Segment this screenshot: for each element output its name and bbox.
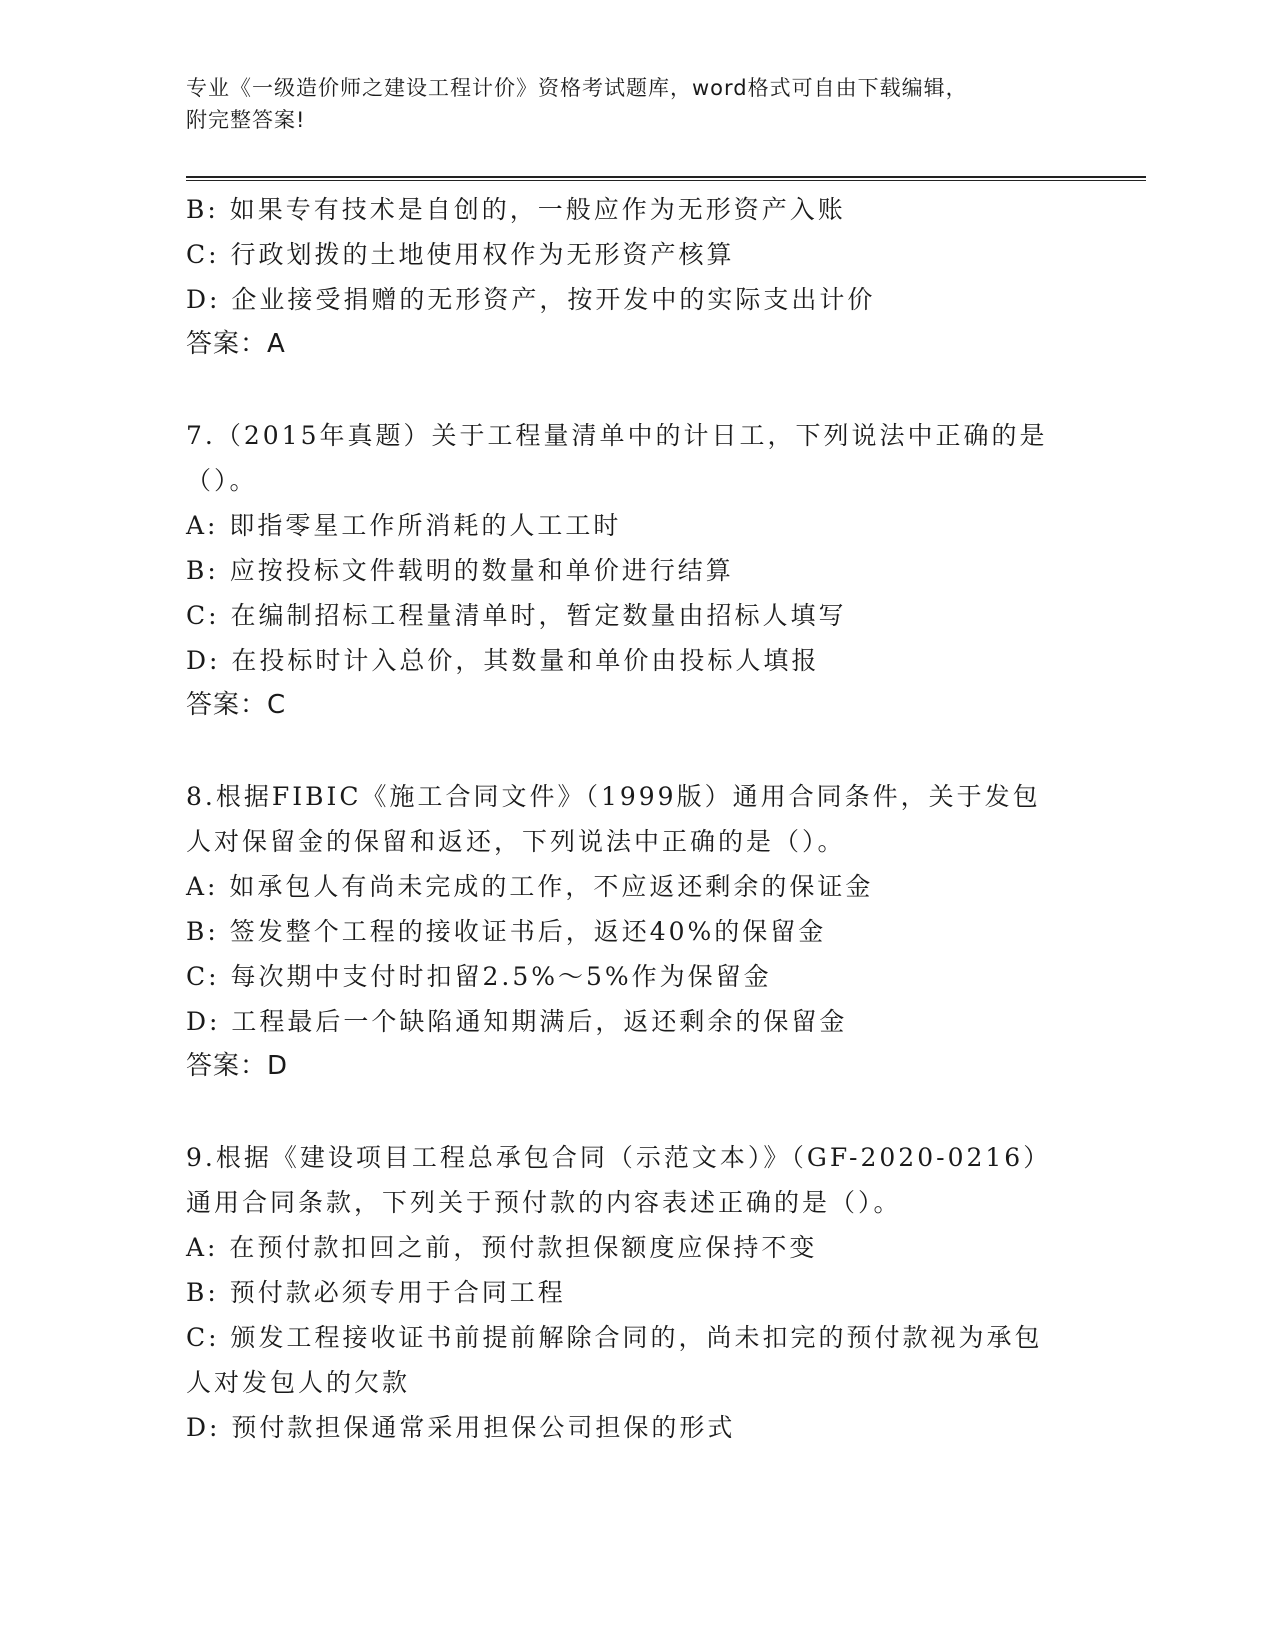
spacer — [186, 728, 1086, 774]
q7-option-b: B: 应按投标文件载明的数量和单价进行结算 — [186, 556, 734, 585]
q6-option-c: C: 行政划拨的土地使用权作为无形资产核算 — [186, 240, 735, 269]
q8-answer: 答案：D — [186, 1051, 289, 1081]
question-list — [186, 187, 1086, 1450]
spacer — [186, 367, 1086, 413]
q8-stem-line-1: 8.根据FIBIC《施工合同文件》（1999版）通用合同条件，关于发包 — [186, 782, 1041, 811]
q9-stem-line-2: 通用合同条款，下列关于预付款的内容表述正确的是（）。 — [186, 1188, 902, 1217]
q7-option-a: A: 即指零星工作所消耗的人工工时 — [186, 511, 622, 540]
header-divider — [186, 176, 1146, 181]
header-line-2: 附完整答案! — [186, 108, 306, 132]
q6-option-b: B: 如果专有技术是自创的，一般应作为无形资产入账 — [186, 195, 846, 224]
document-header — [186, 72, 1056, 136]
q9-option-d: D: 预付款担保通常采用担保公司担保的形式 — [186, 1413, 736, 1442]
q8-option-d: D: 工程最后一个缺陷通知期满后，返还剩余的保留金 — [186, 1007, 848, 1036]
q7-answer: 答案：C — [186, 690, 287, 720]
q9-option-b: B: 预付款必须专用于合同工程 — [186, 1278, 566, 1307]
question-8 — [186, 774, 1086, 1089]
q8-option-c: C: 每次期中支付时扣留2.5%～5%作为保留金 — [186, 962, 772, 991]
q7-stem-line-2: （）。 — [186, 466, 258, 495]
question-6 — [186, 187, 1086, 367]
q9-option-a: A: 在预付款扣回之前，预付款担保额度应保持不变 — [186, 1233, 818, 1262]
spacer — [186, 1089, 1086, 1135]
question-9 — [186, 1135, 1086, 1450]
question-7 — [186, 413, 1086, 728]
q7-option-c: C: 在编制招标工程量清单时，暂定数量由招标人填写 — [186, 601, 847, 630]
q9-stem-line-1: 9.根据《建设项目工程总承包合同（示范文本）》（GF-2020-0216） — [186, 1143, 1052, 1172]
q8-option-a: A: 如承包人有尚未完成的工作，不应返还剩余的保证金 — [186, 872, 874, 901]
q9-option-c-line-1: C: 颁发工程接收证书前提前解除合同的，尚未扣完的预付款视为承包 — [186, 1323, 1043, 1352]
q6-answer: 答案：A — [186, 329, 286, 359]
q7-option-d: D: 在投标时计入总价，其数量和单价由投标人填报 — [186, 646, 820, 675]
q7-stem-line-1: 7.（2015年真题）关于工程量清单中的计日工，下列说法中正确的是 — [186, 421, 1048, 450]
q8-option-b: B: 签发整个工程的接收证书后，返还40%的保留金 — [186, 917, 827, 946]
q8-stem-line-2: 人对保留金的保留和返还，下列说法中正确的是（）。 — [186, 827, 846, 856]
q9-option-c-line-2: 人对发包人的欠款 — [186, 1368, 411, 1397]
header-line-1: 专业《一级造价师之建设工程计价》资格考试题库，word格式可自由下载编辑， — [186, 76, 968, 100]
q6-option-d: D: 企业接受捐赠的无形资产，按开发中的实际支出计价 — [186, 285, 876, 314]
